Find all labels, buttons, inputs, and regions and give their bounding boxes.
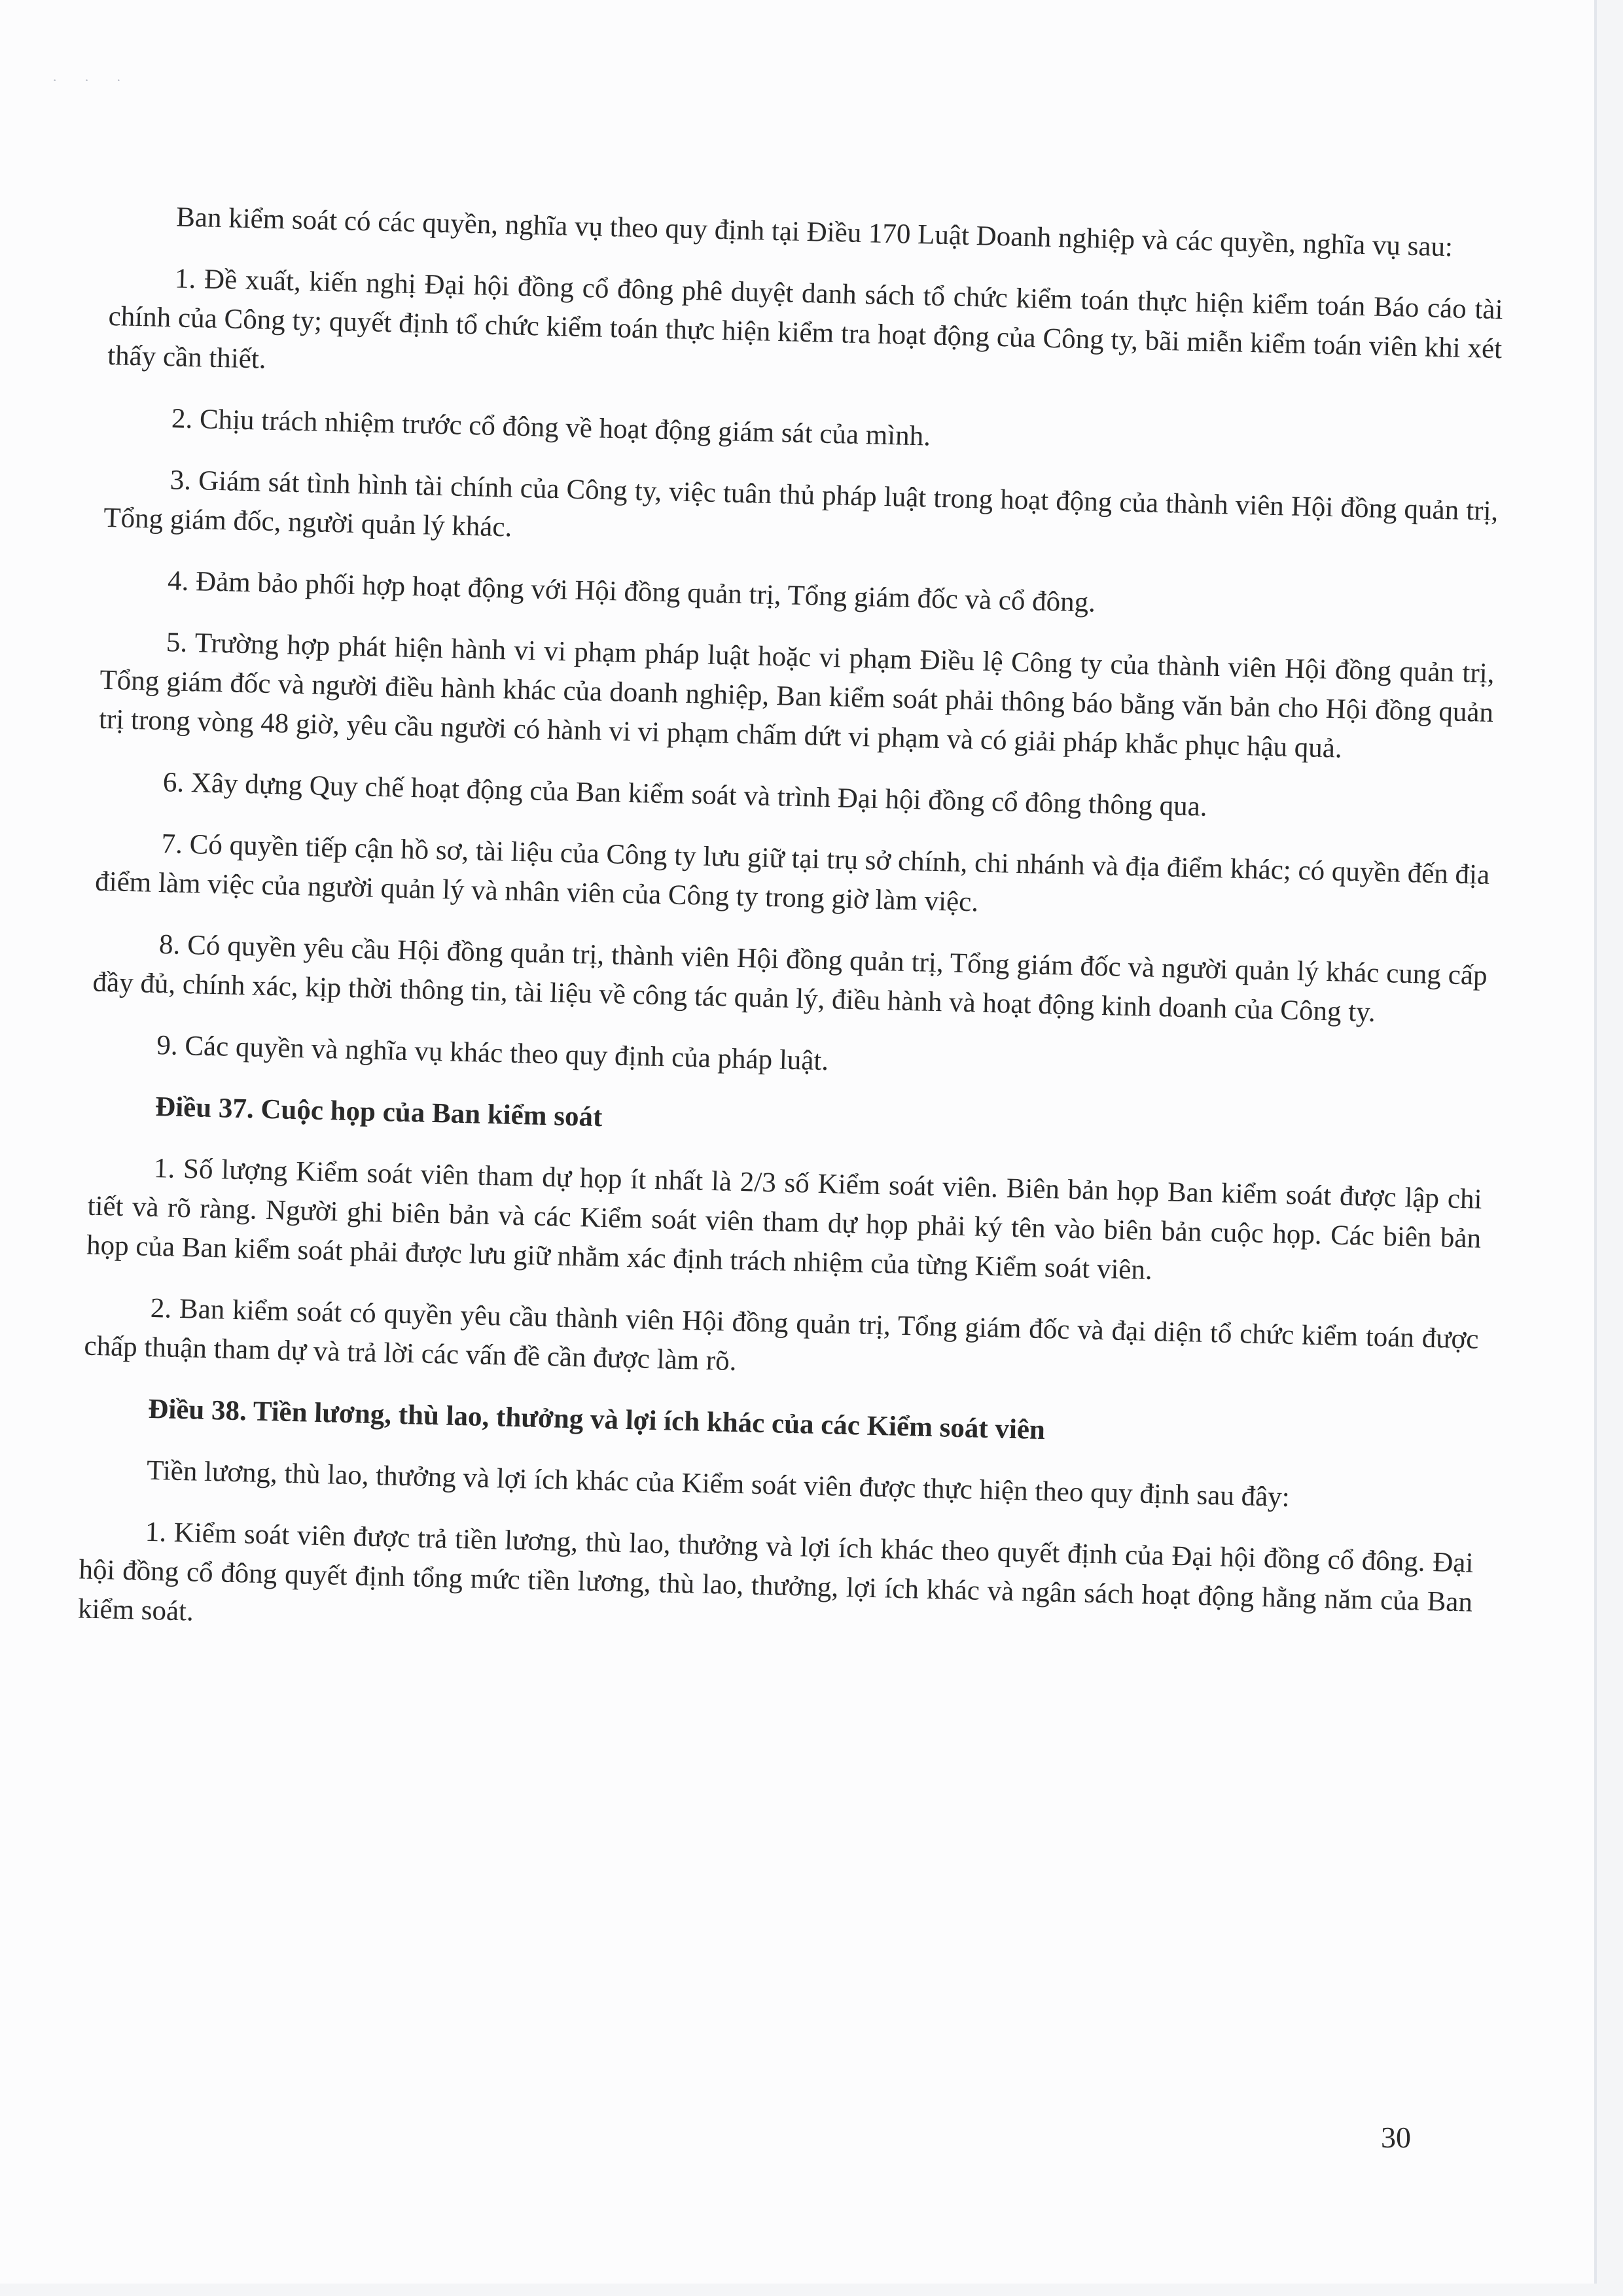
article-38-item-1: 1. Kiểm soát viên được trả tiền lương, thù lao, thưởng và lợi ích khác theo quyết định của Đại hội đồng cổ đông. Đại hội đồng cổ đông quyết định tổng mức tiền lương, thù lao, thưởng, lợi ích khác và ngân sách hoạt động hằng năm của Ban kiểm soát.: [77, 1516, 1474, 1627]
right-item-9: 9. Các quyền và nghĩa vụ khác theo quy định của pháp luật.: [156, 1030, 829, 1077]
right-item-1: 1. Đề xuất, kiến nghị Đại hội đồng cổ đông phê duyệt danh sách tổ chức kiểm toán thực hiện kiểm toán Báo cáo tài chính của Công ty; quyết định tổ chức kiểm toán thực hiện kiểm tra hoạt động của Công ty, bãi miễn kiểm toán viên khi xét thấy cần thiết.: [107, 263, 1504, 375]
right-item-2: 2. Chịu trách nhiệm trước cổ đông về hoạt động giám sát của mình.: [171, 403, 931, 452]
scan-specks: · · ·: [52, 72, 133, 88]
page-number: 30: [1381, 2121, 1411, 2154]
article-38-heading: Điều 38. Tiền lương, thù lao, thưởng và lợi ích khác của các Kiểm soát viên: [147, 1393, 1046, 1446]
rights-list: [91, 258, 1503, 1097]
right-item-4: 4. Đảm bảo phối hợp hoạt động với Hội đồng quản trị, Tổng giám đốc và cổ đông.: [167, 565, 1096, 618]
article-37-heading: Điều 37. Cuộc họp của Ban kiểm soát: [154, 1091, 603, 1133]
intro-paragraph: Ban kiểm soát có các quyền, nghĩa vụ theo quy định tại Điều 170 Luật Doanh nghiệp và các quyền, nghĩa vụ sau:: [175, 202, 1454, 263]
article-37-item-1: 1. Số lượng Kiểm soát viên tham dự họp ít nhất là 2/3 số Kiểm soát viên. Biên bản họp Ban kiểm soát được lập chi tiết và rõ ràng. Người ghi biên bản và các Kiểm soát viên tham dự họp phải ký tên vào biên bản cuộc họp. Các biên bản họp của Ban kiểm soát phải được lưu giữ nhằm xác định trách nhiệm của từng Kiểm soát viên.: [86, 1152, 1483, 1286]
right-item-7: 7. Có quyền tiếp cận hồ sơ, tài liệu của Công ty lưu giữ tại trụ sở chính, chi nhánh và địa điểm khác; có quyền đến địa điểm làm việc của người quản lý và nhân viên của Công ty trong giờ làm việc.: [94, 828, 1490, 918]
page-body: [77, 196, 1505, 1684]
article-38-intro: Tiền lương, thù lao, thưởng và lợi ích khác của Kiểm soát viên được thực hiện theo quy định sau đây:: [146, 1455, 1291, 1513]
right-item-6: 6. Xây dựng Quy chế hoạt động của Ban kiểm soát và trình Đại hội đồng cổ đông thông qua.: [162, 767, 1208, 822]
right-item-8: 8. Có quyền yêu cầu Hội đồng quản trị, thành viên Hội đồng quản trị, Tổng giám đốc và người quản lý khác cung cấp đầy đủ, chính xác, kịp thời thông tin, tài liệu về công tác quản lý, điều hành và hoạt động kinh doanh của Công ty.: [92, 929, 1488, 1028]
right-item-3: 3. Giám sát tình hình tài chính của Công ty, việc tuân thủ pháp luật trong hoạt động của thành viên Hội đồng quản trị, Tổng giám đốc, người quản lý khác.: [103, 465, 1499, 543]
right-item-5: 5. Trường hợp phát hiện hành vi vi phạm pháp luật hoặc vi phạm Điều lệ Công ty của thành viên Hội đồng quản trị, Tổng giám đốc và người điều hành khác của doanh nghiệp, Ban kiểm soát phải thông báo bằng văn bản cho Hội đồng quản trị trong vòng 48 giờ, yêu cầu người có hành vi vi phạm chấm dứt vi phạm và có giải pháp khắc phục hậu quả.: [98, 627, 1495, 764]
article-37-item-2: 2. Ban kiểm soát có quyền yêu cầu thành viên Hội đồng quản trị, Tổng giám đốc và đại diện tổ chức kiểm toán được chấp thuận tham dự và trả lời các vấn đề cần được làm rõ.: [84, 1292, 1479, 1377]
